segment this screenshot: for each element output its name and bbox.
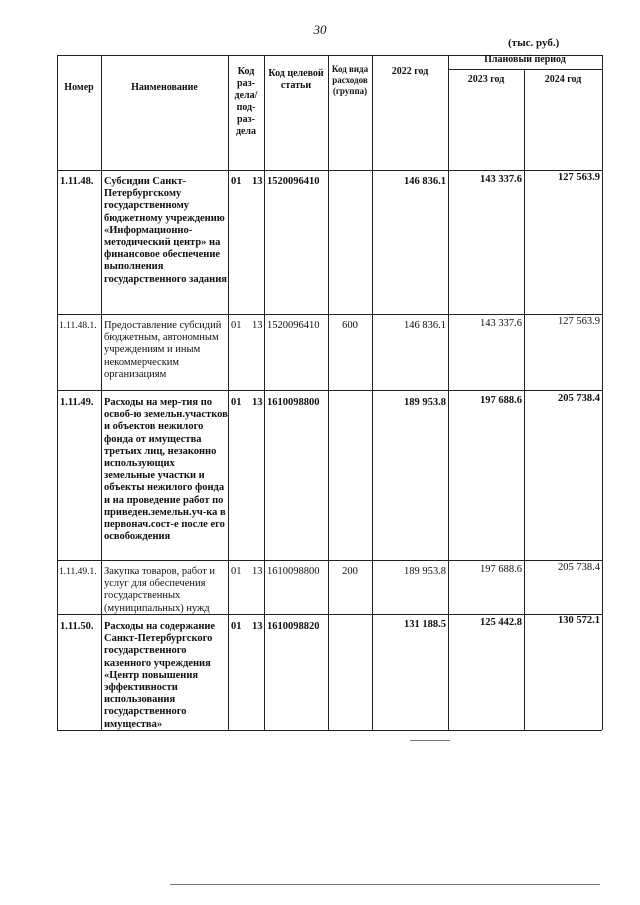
- header-name: Наименование: [131, 82, 198, 93]
- header-number: Номер: [64, 82, 94, 93]
- row-value-2022: 189 953.8: [404, 566, 446, 577]
- header-expense-code: Код вида расходов (группа): [331, 64, 369, 96]
- units-label: (тыс. руб.): [508, 37, 560, 49]
- row-value-2024: 127 563.9: [558, 316, 600, 327]
- row-number: 1.11.48.1.: [59, 321, 97, 331]
- row-value-2022: 146 836.1: [404, 320, 446, 331]
- header-2023: 2023 год: [467, 74, 505, 85]
- row-target-code: 1610098800: [267, 566, 320, 577]
- row-value-2023: 197 688.6: [480, 395, 522, 406]
- row-number: 1.11.49.: [60, 397, 94, 408]
- page-number: 30: [313, 22, 327, 37]
- row-target-code: 1610098800: [267, 397, 320, 408]
- row-expense-type: 200: [342, 566, 358, 577]
- row-expense-type: 600: [342, 320, 358, 331]
- row-value-2024: 127 563.9: [558, 172, 600, 183]
- row-value-2023: 143 337.6: [480, 318, 522, 329]
- row-value-2022: 131 188.5: [404, 619, 446, 630]
- row-subsection: 13: [252, 566, 263, 577]
- row-target-code: 1520096410: [267, 320, 320, 331]
- header-planned-period: Плановый период: [484, 54, 566, 65]
- row-subsection: 13: [252, 176, 263, 187]
- row-name: Предоставление субсидий бюджетным, автономным учреждениям и иным некоммерческим организациям: [104, 320, 222, 380]
- row-target-code: 1520096410: [267, 176, 320, 187]
- row-section: 01: [231, 621, 242, 632]
- row-value-2022: 146 836.1: [404, 176, 446, 187]
- row-section: 01: [231, 397, 242, 408]
- header-2022: 2022 год: [391, 66, 429, 77]
- row-name: Расходы на мер-тия по освоб-ю земельн.участков и объектов нежилого фонда от имущества третьих лиц, незаконно использующих земельные участки и объекты нежилого фонда и на проведение работ по приведен.земельн.уч-ка в первонач.сост-е после его освобождения: [104, 397, 228, 543]
- row-subsection: 13: [252, 320, 263, 331]
- header-target-code: Код целевой статьи: [268, 68, 324, 91]
- row-section: 01: [231, 566, 242, 577]
- row-value-2023: 125 442.8: [480, 617, 522, 628]
- row-number: 1.11.50.: [60, 621, 94, 632]
- row-value-2023: 197 688.6: [480, 564, 522, 575]
- row-subsection: 13: [252, 621, 263, 632]
- row-name: Закупка товаров, работ и услуг для обеспечения государственных (муниципальных) нужд: [104, 566, 216, 614]
- row-value-2024: 205 738.4: [558, 393, 600, 404]
- row-number: 1.11.49.1.: [59, 567, 97, 577]
- row-name: Субсидии Санкт-Петербургскому государственному бюджетному учреждению «Информационно-методический центр» на финансовое обеспечение выполнения государственного задания: [104, 176, 227, 285]
- row-section: 01: [231, 176, 242, 187]
- row-value-2023: 143 337.6: [480, 174, 522, 185]
- row-subsection: 13: [252, 397, 263, 408]
- row-value-2022: 189 953.8: [404, 397, 446, 408]
- row-section: 01: [231, 320, 242, 331]
- row-target-code: 1610098820: [267, 621, 320, 632]
- header-2024: 2024 год: [544, 74, 582, 85]
- row-value-2024: 130 572.1: [558, 615, 600, 626]
- row-number: 1.11.48.: [60, 176, 94, 187]
- header-section-code: Код раз- дела/ под- раз- дела: [234, 66, 258, 137]
- row-value-2024: 205 738.4: [558, 562, 600, 573]
- row-name: Расходы на содержание Санкт-Петербургского государственного казенного учреждения «Центр повышения эффективности использования государственного имущества»: [104, 621, 216, 730]
